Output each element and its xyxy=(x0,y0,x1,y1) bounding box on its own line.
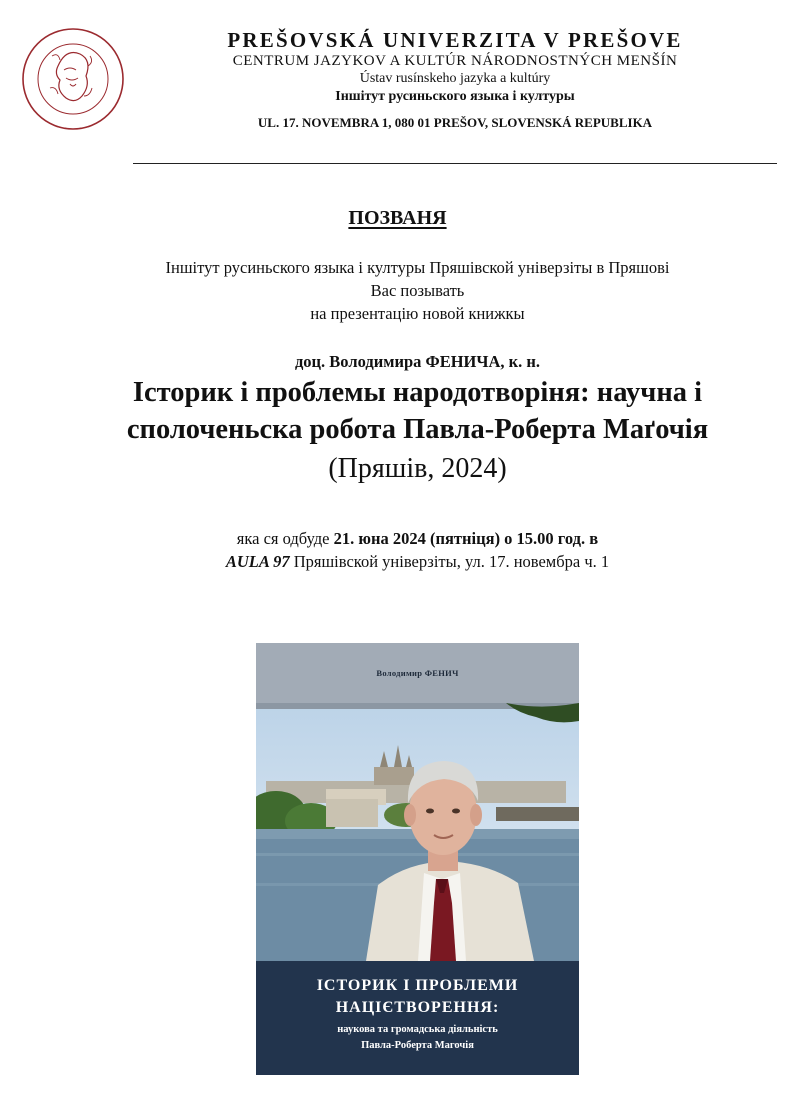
event-datetime: 21. юна 2024 (пятніця) о 15.00 год. в xyxy=(333,529,599,548)
book-title-line: Історик і проблемы народотворіня: научна і xyxy=(132,377,703,408)
book-title-line: сполоченьска робота Павла-Роберта Маґочія xyxy=(126,414,709,445)
prague-portrait-illustration xyxy=(256,703,579,961)
invitation-intro xyxy=(0,256,795,325)
event-datetime-line xyxy=(0,527,795,550)
seal-emblem-icon xyxy=(20,26,126,132)
cover-subtitle-line: Павла-Роберта Магочія xyxy=(361,1040,474,1051)
event-venue-address: Пряшівской універзіты, ул. 17. новембра ч. 1 xyxy=(289,552,610,571)
cover-title xyxy=(256,975,579,1019)
letterhead xyxy=(130,28,780,132)
header-divider xyxy=(133,163,777,164)
institute-name-sk: Ústav rusínskeho jazyka a kultúry xyxy=(359,71,551,86)
heading-text: ПОЗВАНЯ xyxy=(348,207,447,229)
intro-line: Вас позывать xyxy=(370,281,465,300)
cover-title-line: ІСТОРИК І ПРОБЛЕМИ xyxy=(316,977,519,994)
university-seal xyxy=(20,26,126,132)
cover-subtitle xyxy=(256,1022,579,1054)
cover-photo xyxy=(256,703,579,961)
event-details xyxy=(0,527,795,573)
cover-author: Володимир ФЕНИЧ xyxy=(376,668,459,678)
event-prefix: яка ся одбуде xyxy=(236,529,334,548)
book-cover xyxy=(256,643,579,1075)
address: UL. 17. NOVEMBRA 1, 080 01 PREŠOV, SLOVENSKÁ REPUBLIKA xyxy=(257,115,653,130)
invitation-heading xyxy=(0,207,795,230)
center-name: CENTRUM JAZYKOV A KULTÚR NÁRODNOSTNÝCH MENŠÍN xyxy=(232,53,678,69)
intro-line: Іншітут русиньского языка і културы Пряшівской універзіты в Пряшові xyxy=(165,258,670,277)
book-title xyxy=(0,374,795,448)
book-place-year: (Пряшів, 2024) xyxy=(328,453,507,484)
cover-title-line: НАЦІЄТВОРЕННЯ: xyxy=(335,999,500,1016)
institute-name-rue: Іншітут русиньского языка і културы xyxy=(335,89,575,104)
book-author: доц. Володимира ФЕНИЧА, к. н. xyxy=(294,352,541,371)
cover-subtitle-line: наукова та громадська діяльність xyxy=(337,1024,498,1035)
intro-line: на презентацію новой книжкы xyxy=(310,304,525,323)
event-venue-line xyxy=(0,550,795,573)
university-name: PREŠOVSKÁ UNIVERZITA V PREŠOVE xyxy=(227,28,683,52)
event-venue: AULA 97 xyxy=(225,552,290,571)
